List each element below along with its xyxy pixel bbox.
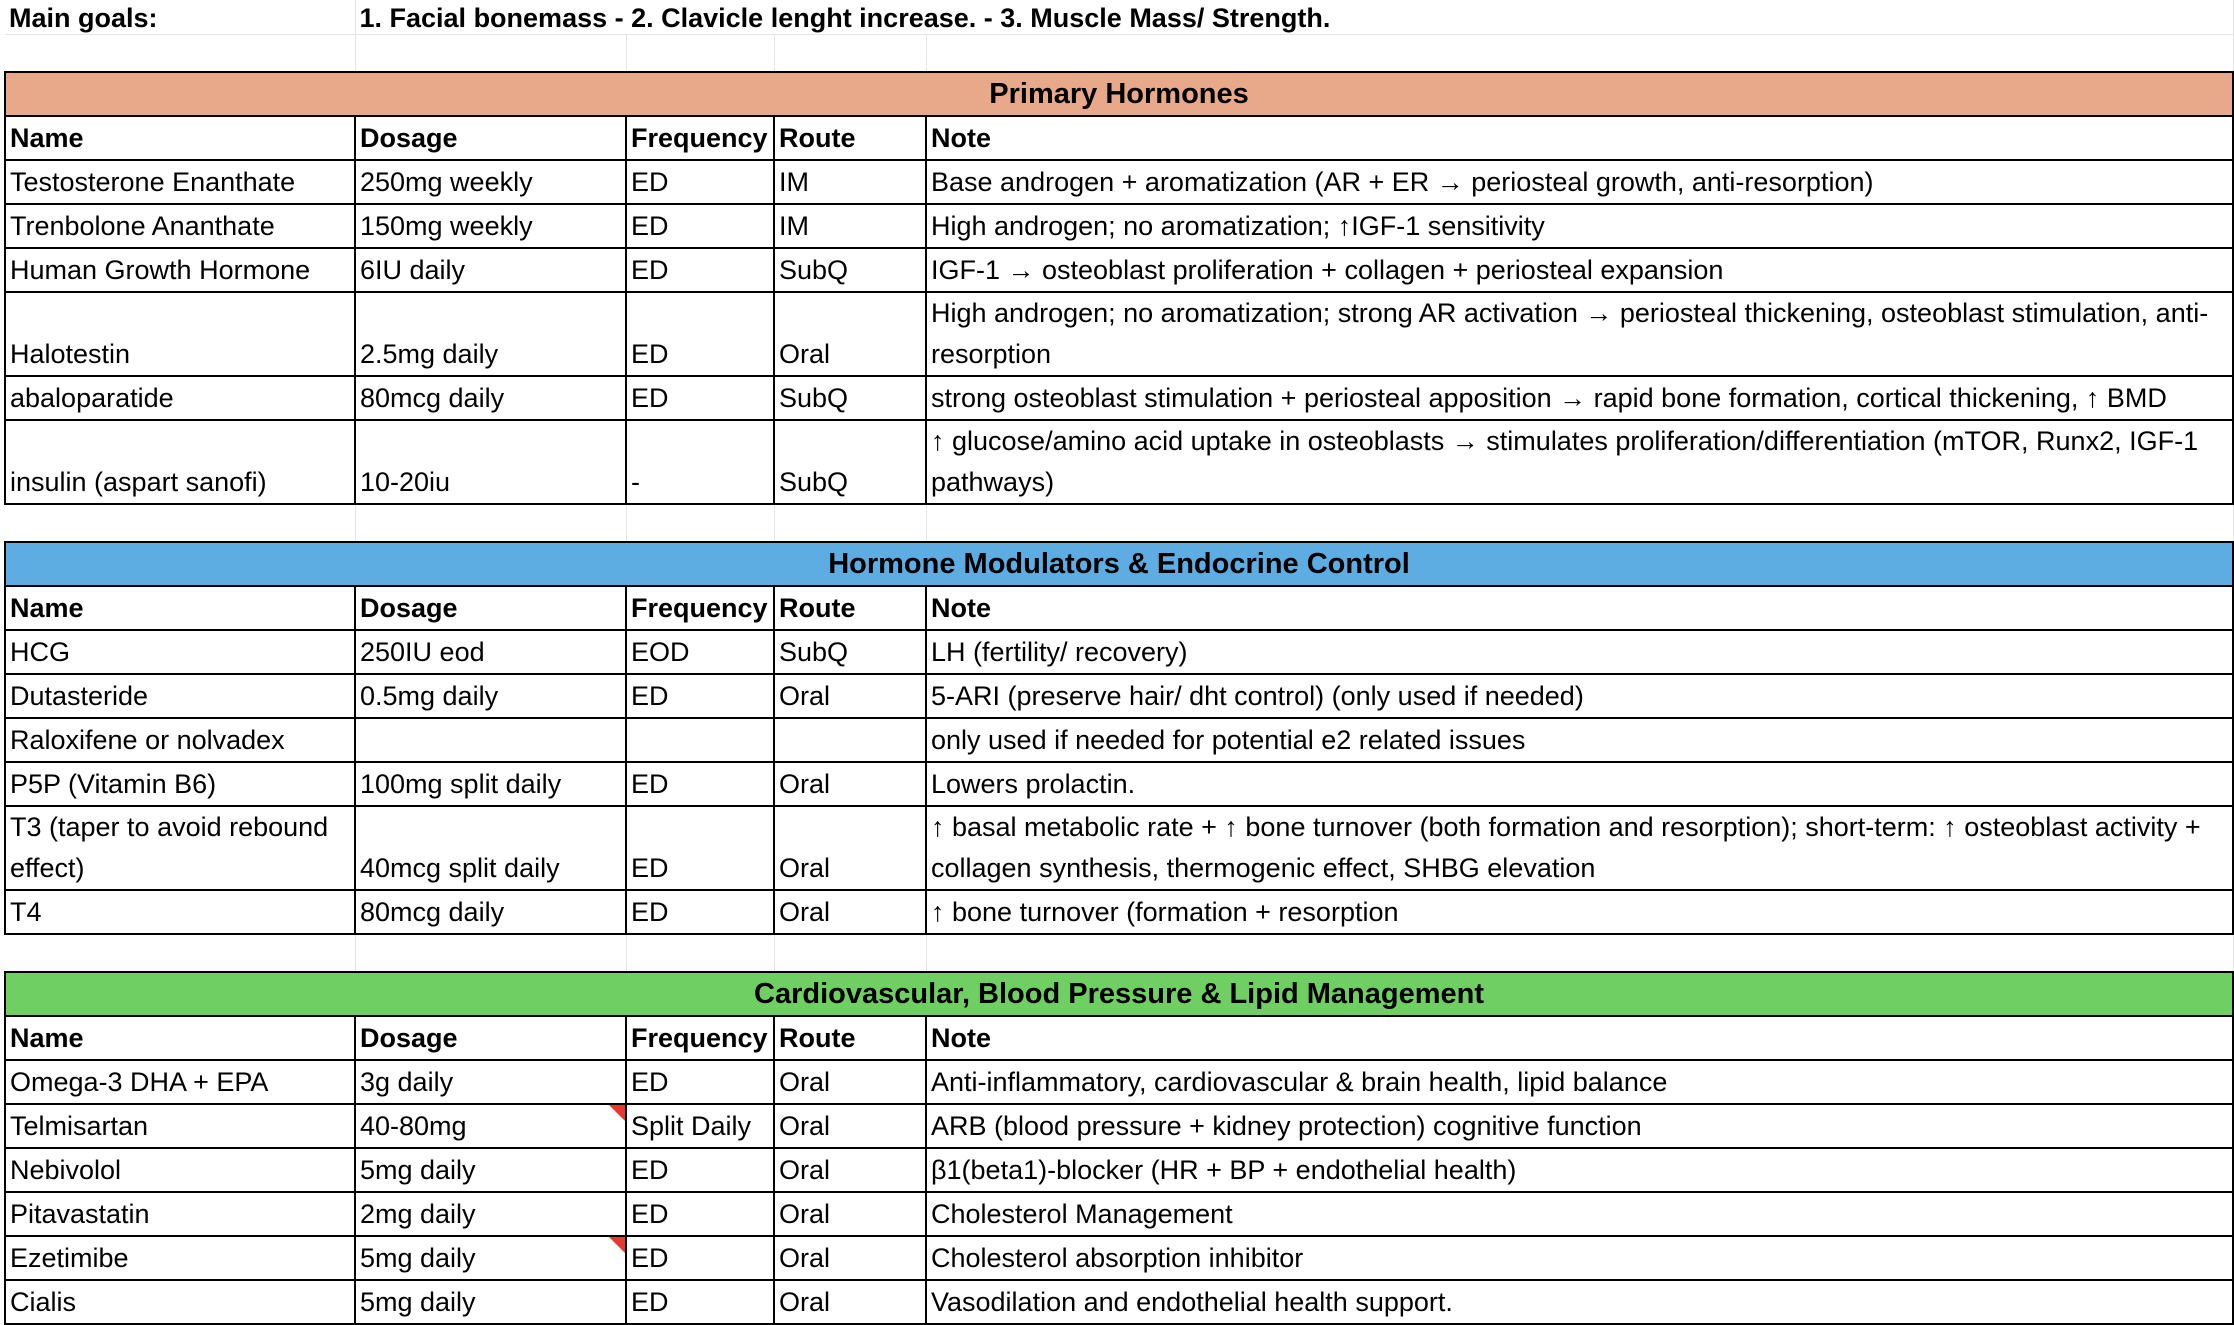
section-title-modulators[interactable]: Hormone Modulators & Endocrine Control [5, 542, 2233, 586]
table-row [5, 1280, 2233, 1324]
cell-dosage[interactable]: 2mg daily [355, 1192, 626, 1236]
cell-frequency[interactable]: ED [626, 248, 774, 292]
table-row [5, 376, 2233, 420]
table-row [5, 1192, 2233, 1236]
cell-dosage[interactable]: 5mg daily [355, 1148, 626, 1192]
cell-note[interactable]: Cholesterol absorption inhibitor [926, 1236, 2233, 1280]
cell-dosage-text: 40-80mg [360, 1111, 467, 1141]
cell-frequency[interactable]: - [626, 420, 774, 504]
cell-name[interactable]: Trenbolone Ananthate [5, 204, 355, 248]
cell-name[interactable]: T4 [5, 890, 355, 934]
cell-name[interactable]: Raloxifene or nolvadex [5, 718, 355, 762]
section-title-primary[interactable]: Primary Hormones [5, 72, 2233, 116]
table-row [5, 1060, 2233, 1104]
table-row [5, 292, 2233, 376]
cell-name[interactable]: Pitavastatin [5, 1192, 355, 1236]
cell-route[interactable]: SubQ [774, 630, 926, 674]
cell-frequency[interactable]: EOD [626, 630, 774, 674]
cell-dosage[interactable]: 2.5mg daily [355, 292, 626, 376]
cell-dosage[interactable] [355, 718, 626, 762]
cell-route[interactable]: SubQ [774, 248, 926, 292]
cell-route[interactable]: Oral [774, 292, 926, 376]
cell-note[interactable]: ↑ bone turnover (formation + resorption [926, 890, 2233, 934]
table-row [5, 890, 2233, 934]
comment-indicator-icon[interactable] [609, 1237, 625, 1253]
cell-note[interactable]: Vasodilation and endothelial health support. [926, 1280, 2233, 1324]
col-header-note[interactable]: Note [926, 1016, 2233, 1060]
section-title-cardio[interactable]: Cardiovascular, Blood Pressure & Lipid Management [5, 972, 2233, 1016]
protocol-table [4, 0, 2234, 1325]
cell-route[interactable]: Oral [774, 1060, 926, 1104]
cell-note[interactable]: High androgen; no aromatization; ↑IGF-1 sensitivity [926, 204, 2233, 248]
cell-name[interactable]: Telmisartan [5, 1104, 355, 1148]
col-header-name[interactable]: Name [5, 1016, 355, 1060]
table-row [5, 248, 2233, 292]
table-row [5, 1104, 2233, 1148]
cell-route[interactable]: Oral [774, 1280, 926, 1324]
table-row [5, 420, 2233, 504]
cell-frequency[interactable]: ED [626, 1148, 774, 1192]
cell-frequency[interactable]: ED [626, 890, 774, 934]
cell-name[interactable]: Halotestin [5, 292, 355, 376]
cell-dosage-text: 5mg daily [360, 1243, 476, 1273]
cell-note[interactable]: Lowers prolactin. [926, 762, 2233, 806]
cell-frequency[interactable]: ED [626, 1236, 774, 1280]
goals-label[interactable]: Main goals: [5, 0, 355, 34]
cell-frequency[interactable]: ED [626, 292, 774, 376]
cell-note[interactable]: ↑ basal metabolic rate + ↑ bone turnover (both formation and resorption); short-term: ↑ osteoblast activity + collagen synthesis, thermogenic effect, SHBG elevation [926, 806, 2233, 890]
cell-name[interactable]: abaloparatide [5, 376, 355, 420]
col-header-dosage[interactable]: Dosage [355, 116, 626, 160]
column-header-row [5, 116, 2233, 160]
col-header-name[interactable]: Name [5, 586, 355, 630]
cell-name[interactable]: Omega-3 DHA + EPA [5, 1060, 355, 1104]
cell-name[interactable]: Human Growth Hormone [5, 248, 355, 292]
table-row [5, 204, 2233, 248]
cell-name[interactable]: insulin (aspart sanofi) [5, 420, 355, 504]
cell-dosage[interactable]: 150mg weekly [355, 204, 626, 248]
col-header-frequency[interactable]: Frequency [626, 116, 774, 160]
col-header-dosage[interactable]: Dosage [355, 586, 626, 630]
cell-route[interactable]: IM [774, 160, 926, 204]
cell-route[interactable]: Oral [774, 1148, 926, 1192]
section-title-row [5, 72, 2233, 116]
cell-note[interactable]: Base androgen + aromatization (AR + ER → periosteal growth, anti-resorption) [926, 160, 2233, 204]
cell-note[interactable]: ARB (blood pressure + kidney protection) cognitive function [926, 1104, 2233, 1148]
spacer-row [5, 934, 2233, 972]
table-row [5, 1148, 2233, 1192]
cell-dosage[interactable]: 6IU daily [355, 248, 626, 292]
cell-route[interactable] [774, 718, 926, 762]
col-header-route[interactable]: Route [774, 116, 926, 160]
col-header-note[interactable]: Note [926, 116, 2233, 160]
cell-frequency[interactable]: Split Daily [626, 1104, 774, 1148]
cell-note[interactable]: Anti-inflammatory, cardiovascular & brain health, lipid balance [926, 1060, 2233, 1104]
cell-frequency[interactable]: ED [626, 160, 774, 204]
cell-name[interactable]: Dutasteride [5, 674, 355, 718]
table-row [5, 1236, 2233, 1280]
col-header-route[interactable]: Route [774, 586, 926, 630]
goals-row [5, 0, 2233, 34]
cell-frequency[interactable]: ED [626, 376, 774, 420]
cell-name[interactable]: HCG [5, 630, 355, 674]
cell-note[interactable]: β1(beta1)-blocker (HR + BP + endothelial health) [926, 1148, 2233, 1192]
cell-note[interactable]: IGF-1 → osteoblast proliferation + collagen + periosteal expansion [926, 248, 2233, 292]
cell-dosage[interactable]: 3g daily [355, 1060, 626, 1104]
cell-dosage[interactable]: 250mg weekly [355, 160, 626, 204]
cell-frequency[interactable]: ED [626, 1192, 774, 1236]
comment-indicator-icon[interactable] [609, 1105, 625, 1121]
cell-route[interactable]: SubQ [774, 376, 926, 420]
section-title-row [5, 542, 2233, 586]
cell-route[interactable]: Oral [774, 674, 926, 718]
cell-frequency[interactable]: ED [626, 1280, 774, 1324]
table-row [5, 718, 2233, 762]
cell-dosage[interactable]: 80mcg daily [355, 376, 626, 420]
cell-dosage[interactable] [355, 1236, 626, 1280]
cell-note[interactable]: High androgen; no aromatization; strong AR activation → periosteal thickening, osteoblast stimulation, anti-resorption [926, 292, 2233, 376]
cell-dosage[interactable]: 40mcg split daily [355, 806, 626, 890]
col-header-frequency[interactable]: Frequency [626, 586, 774, 630]
cell-route[interactable]: Oral [774, 762, 926, 806]
table-row [5, 806, 2233, 890]
spacer-row [5, 34, 2233, 72]
table-row [5, 674, 2233, 718]
cell-route[interactable]: SubQ [774, 420, 926, 504]
cell-note[interactable]: Cholesterol Management [926, 1192, 2233, 1236]
cell-dosage[interactable]: 5mg daily [355, 1280, 626, 1324]
cell-name[interactable]: Ezetimibe [5, 1236, 355, 1280]
goals-text[interactable]: 1. Facial bonemass - 2. Clavicle lenght increase. - 3. Muscle Mass/ Strength. [355, 0, 2233, 34]
cell-route[interactable]: Oral [774, 1192, 926, 1236]
col-header-route[interactable]: Route [774, 1016, 926, 1060]
cell-name[interactable]: Nebivolol [5, 1148, 355, 1192]
col-header-dosage[interactable]: Dosage [355, 1016, 626, 1060]
cell-route[interactable]: IM [774, 204, 926, 248]
section-title-row [5, 972, 2233, 1016]
cell-name[interactable]: Cialis [5, 1280, 355, 1324]
cell-route[interactable]: Oral [774, 806, 926, 890]
cell-frequency[interactable]: ED [626, 674, 774, 718]
cell-route[interactable]: Oral [774, 890, 926, 934]
cell-note[interactable]: only used if needed for potential e2 related issues [926, 718, 2233, 762]
cell-dosage[interactable]: 80mcg daily [355, 890, 626, 934]
col-header-note[interactable]: Note [926, 586, 2233, 630]
cell-frequency[interactable]: ED [626, 204, 774, 248]
cell-frequency[interactable] [626, 718, 774, 762]
cell-dosage[interactable]: 10-20iu [355, 420, 626, 504]
col-header-frequency[interactable]: Frequency [626, 1016, 774, 1060]
cell-note[interactable]: 5-ARI (preserve hair/ dht control) (only used if needed) [926, 674, 2233, 718]
cell-frequency[interactable]: ED [626, 762, 774, 806]
cell-frequency[interactable]: ED [626, 806, 774, 890]
cell-name[interactable]: P5P (Vitamin B6) [5, 762, 355, 806]
column-header-row [5, 1016, 2233, 1060]
cell-dosage[interactable]: 0.5mg daily [355, 674, 626, 718]
cell-note[interactable]: ↑ glucose/amino acid uptake in osteoblasts → stimulates proliferation/differentiation (mTOR, Runx2, IGF-1 pathways) [926, 420, 2233, 504]
cell-dosage[interactable]: 250IU eod [355, 630, 626, 674]
cell-name[interactable]: Testosterone Enanthate [5, 160, 355, 204]
table-row [5, 630, 2233, 674]
col-header-name[interactable]: Name [5, 116, 355, 160]
spacer-row [5, 504, 2233, 542]
cell-dosage[interactable]: 100mg split daily [355, 762, 626, 806]
cell-name[interactable]: T3 (taper to avoid rebound effect) [5, 806, 355, 890]
cell-note[interactable]: LH (fertility/ recovery) [926, 630, 2233, 674]
cell-frequency[interactable]: ED [626, 1060, 774, 1104]
table-row [5, 762, 2233, 806]
cell-route[interactable]: Oral [774, 1236, 926, 1280]
cell-dosage[interactable] [355, 1104, 626, 1148]
cell-route[interactable]: Oral [774, 1104, 926, 1148]
cell-note[interactable]: strong osteoblast stimulation + periosteal apposition → rapid bone formation, cortical thickening, ↑ BMD [926, 376, 2233, 420]
table-row [5, 160, 2233, 204]
column-header-row [5, 586, 2233, 630]
